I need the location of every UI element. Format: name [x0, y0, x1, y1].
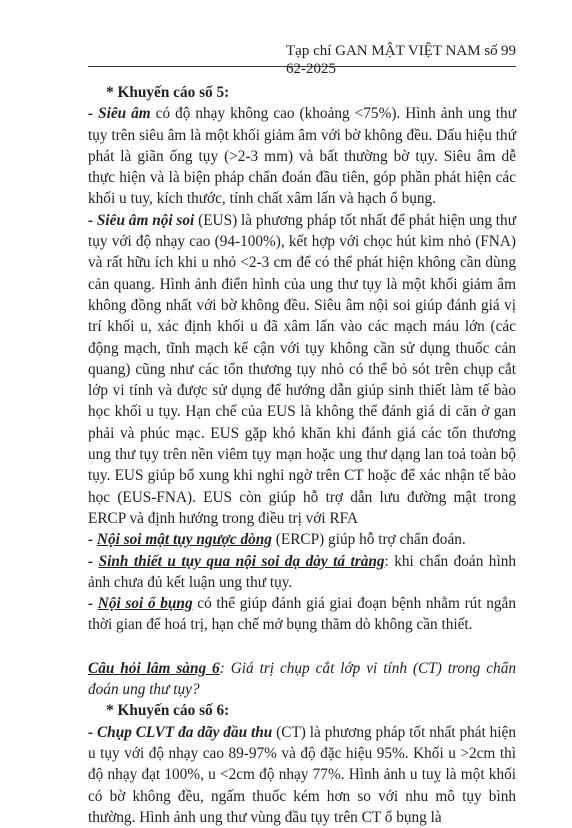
- ct-paragraph: [88, 722, 516, 828]
- ct-text: (CT) là phương pháp tốt nhất phát hiện u tụy với độ nhạy cao 89-97% và độ đặc hiệu 95%. Khối u >2cm thì độ nhạy đạt 100%, u <2cm độ nhạy 77%. Hình ảnh u tuỵ là một khối có bờ không đều, ngấm thuốc kém hơn so với nhu mô tụy bình thường. Hình ảnh ung thư vùng đầu tụy trên CT ổ bụng là: [88, 723, 516, 826]
- ct-term: - Chụp CLVT đa dãy đầu thu: [88, 723, 273, 741]
- running-header: [88, 42, 516, 77]
- laparoscopy-term: Nội soi ổ bụng: [97, 595, 193, 613]
- clinical-question-6: [88, 658, 516, 701]
- article-body: [88, 82, 516, 828]
- ultrasound-paragraph: [88, 103, 516, 209]
- recommendation-6-heading: * Khuyến cáo số 6:: [106, 702, 230, 720]
- ercp-dash: -: [88, 531, 97, 549]
- biopsy-paragraph: [88, 551, 516, 594]
- ercp-paragraph: [88, 529, 516, 550]
- ercp-term: Nội soi mật tụy ngược dòng: [96, 531, 272, 549]
- eus-paragraph: [88, 210, 516, 529]
- biopsy-term: Sinh thiết u tụy qua nội soi dạ dày tá tràng: [98, 552, 385, 570]
- laparoscopy-text: có thể giúp đánh giá giai đoạn bệnh nhằm rút ngắn thời gian để hoá trị, hạn chế mở bụng thăm dò không cần thiết.: [88, 595, 516, 634]
- recommendation-5-heading: * Khuyến cáo số 5:: [106, 84, 230, 101]
- eus-term: - Siêu âm nội soi: [88, 211, 195, 229]
- laparoscopy-paragraph: [88, 593, 516, 636]
- laparoscopy-dash: -: [88, 595, 98, 613]
- section-spacer: [88, 636, 516, 658]
- biopsy-text: : khi chẩn đoán hình ảnh chưa đủ kết luận ung thư tụy.: [88, 552, 517, 591]
- clinical-question-text: : Giá trị chụp cắt lớp vi tính (CT) trong chẩn đoán ung thư tụy?: [88, 659, 516, 699]
- eus-text: (EUS) là phương pháp tốt nhất để phát hiện ung thư tụy với độ nhạy cao (94-100%), kết hợp với chọc hút kim nhỏ (FNA) và rất hữu ích khi u nhỏ <2-3 cm để có thể phát hiện không cần dùng cản quang. Hình ảnh điển hình của ung thư tụy là một khối giảm âm không đồng nhất với bờ không đều. Siêu âm nội soi giúp đánh giá vị trí khối u, xác định khối u đã xâm lấn vào các mạch máu lớn (các động mạch, tĩnh mạch kế cận với tụy không cần sử dụng thuốc cản quang) cũng như các tổn thương tụy nhỏ có thể bỏ sót trên chụp cắt lớp vi tính và được sử dụng để hướng dẫn giúp sinh thiết làm tế bào học khối u tụy. Hạn chế của EUS là không thể đánh giá di căn ở gan phải và phúc mạc. EUS gặp khó khăn khi đánh giá các tổn thương ung thư tụy trên nền viêm tụy mạn hoặc ung thư dạng lan toả toàn bộ tụy. EUS giúp bổ xung khi nghi ngờ trên CT hoặc để xác nhận tế bào học (EUS-FNA). EUS còn giúp hỗ trợ dẫn lưu đường mật trong ERCP và định hướng trong điều trị với RFA: [88, 211, 516, 527]
- clinical-question-label: Câu hỏi lâm sàng 6: [88, 659, 220, 677]
- journal-title: Tạp chí GAN MẬT VIỆT NAM số 62-2025: [286, 43, 498, 77]
- ultrasound-term: - Siêu âm: [88, 105, 151, 123]
- biopsy-dash: -: [88, 552, 99, 570]
- ercp-text: (ERCP) giúp hỗ trợ chẩn đoán.: [271, 531, 466, 549]
- ultrasound-text: có độ nhạy không cao (khoảng <75%). Hình ảnh ung thư tụy trên siêu âm là một khối giảm âm với bờ không đều. Dấu hiệu thứ phát là giãn ống tụy (>2-3 mm) và bất thường bờ tụy. Siêu âm dễ thực hiện và là biện pháp chẩn đoán đầu tiên, góp phần phát hiện các khối u tuy, kích thước, tính chất xâm lấn và hạch ổ bụng.: [88, 105, 517, 208]
- page-number: 99: [501, 43, 516, 59]
